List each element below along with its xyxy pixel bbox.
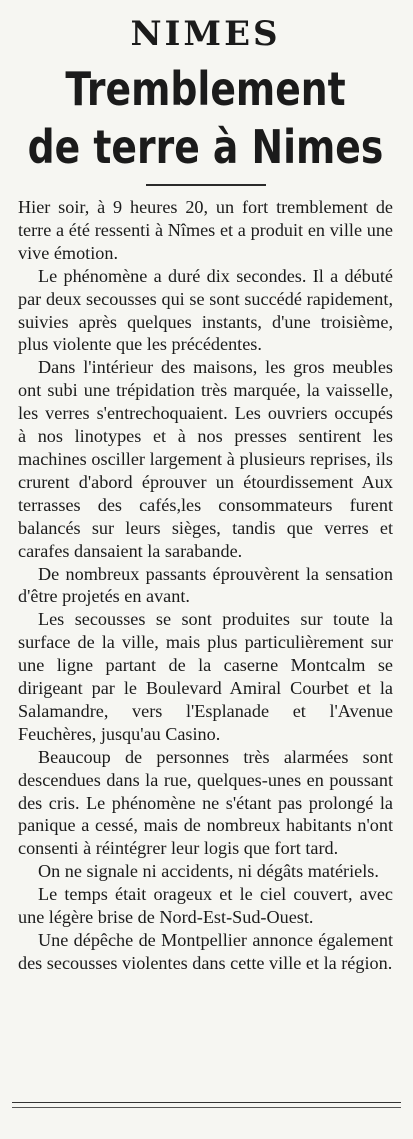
article-body — [18, 196, 393, 975]
paragraph-1: Hier soir, à 9 heures 20, un fort tremblement de terre a été ressenti à Nîmes et a produit en ville une vive émotion. — [18, 197, 393, 263]
paragraph-8: Le temps était orageux et le ciel couvert, avec une légère brise de Nord-Est-Sud-Ouest. — [18, 884, 393, 928]
paragraph-7: On ne signale ni accidents, ni dégâts matériels. — [38, 861, 379, 882]
end-rule-secondary — [12, 1107, 401, 1108]
paragraph-3: Dans l'intérieur des maisons, les gros meubles ont subi une trépidation très marquée, la vaisselle, les verres s'entrechoquaient. Les ouvriers occupés à nos linotypes et à nos presses sentirent les machines osciller largement à plusieurs reprises, ils crurent d'abord éprouver un étourdissement Aux terrasses des cafés,les consommateurs furent balancés sur leurs sièges, tandis que verres et carafes dansaient la sarabande. — [18, 357, 393, 561]
paragraph-2: Le phénomène a duré dix secondes. Il a débuté par deux secousses qui se sont succédé rapidement, suivies après quelques instants, d'une troisième, plus violente que les précédentes. — [18, 265, 393, 355]
end-rule — [12, 1102, 401, 1103]
section-heading: NIMES — [130, 14, 281, 54]
paragraph-9: Une dépêche de Montpellier annonce également des secousses violentes dans cette ville et la région. — [18, 930, 393, 973]
headline-line-2: de terre à Nimes — [27, 120, 384, 174]
paragraph-5: Les secousses se sont produites sur toute la surface de la ville, mais plus particulièrement sur une ligne partant de la caserne Montcalm se dirigeant par le Boulevard Amiral Courbet et la Salamandre, vers l'Esplanade et l'Avenue Feuchères, jusqu'au Casino. — [18, 609, 393, 744]
headline-line-1: Tremblement — [65, 62, 346, 116]
paragraph-6: Beaucoup de personnes très alarmées sont descendues dans la rue, quelques-unes en poussant des cris. Le phénomène ne s'étant pas prolongé la panique a cessé, mais de nombreux habitants n'ont consenti à réintégrer leur logis que fort tard. — [18, 746, 393, 859]
headline-divider — [146, 184, 266, 186]
paragraph-4: De nombreux passants éprouvèrent la sensation d'être projetés en avant. — [18, 563, 393, 607]
